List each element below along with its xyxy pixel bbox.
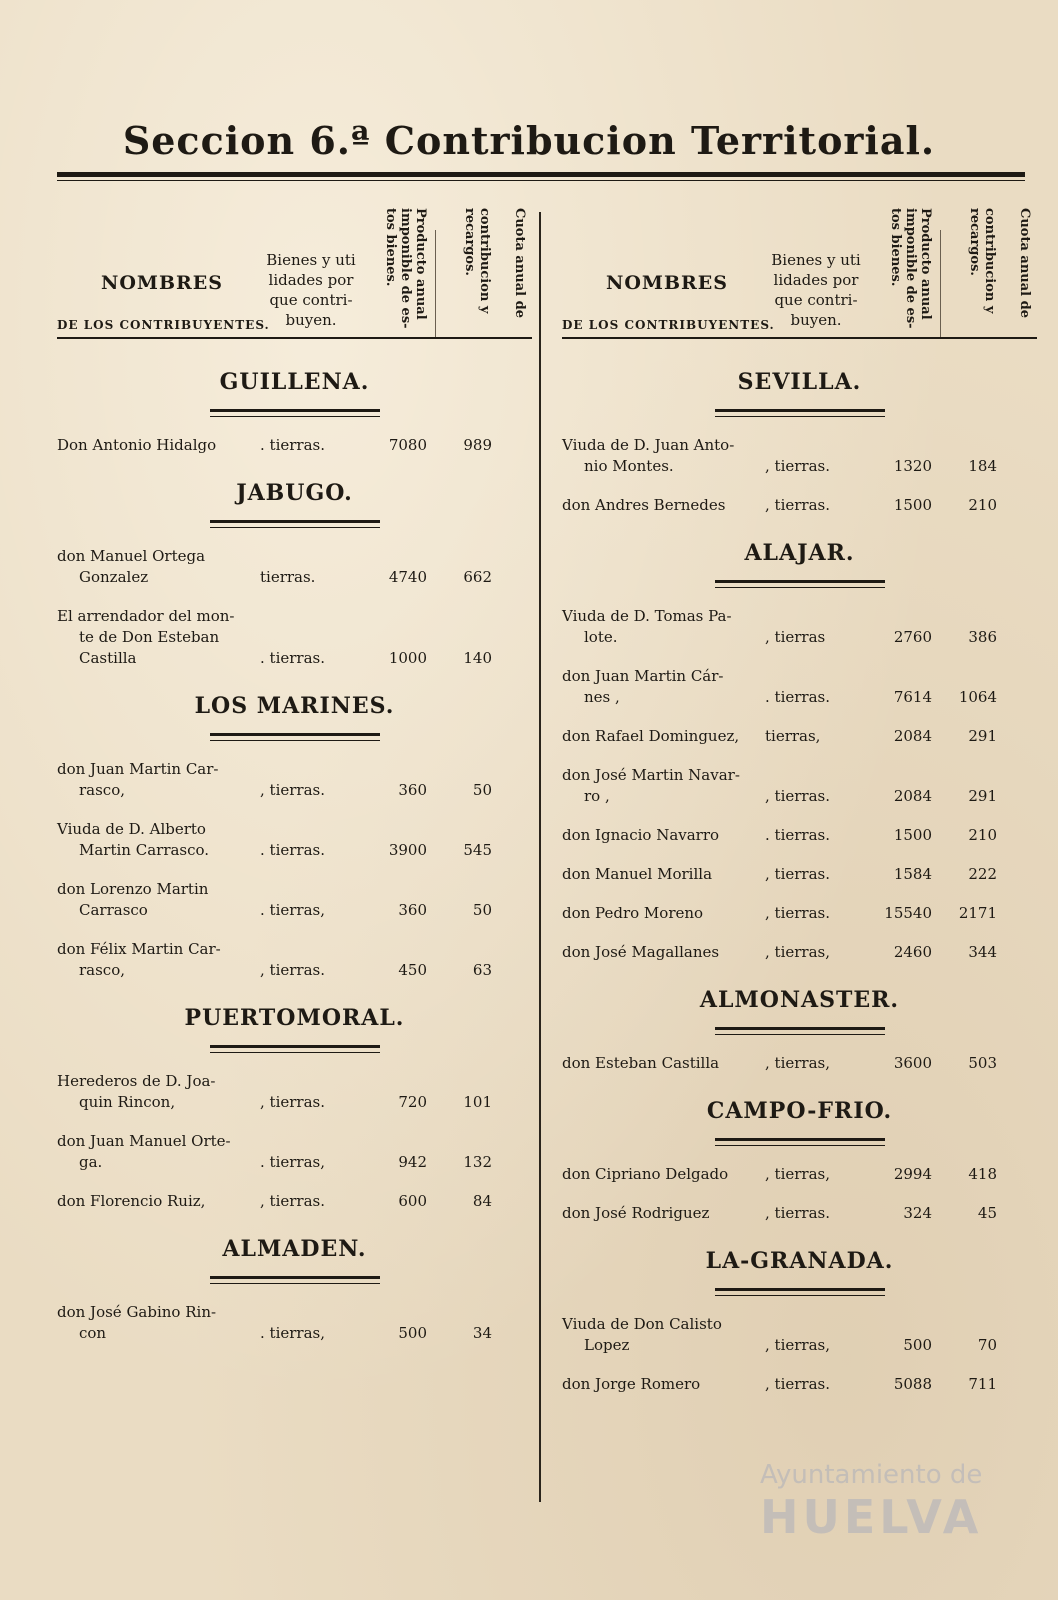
contributor-name — [57, 606, 253, 669]
town-heading: CAMPO-FRIO. — [706, 1098, 893, 1124]
contributor-name — [562, 666, 758, 708]
producto-value: 2760 — [893, 628, 932, 646]
producto-value: 2084 — [893, 787, 932, 805]
bienes-value: , tierras, — [765, 943, 830, 961]
contributor-name-line1: don Manuel Ortega — [57, 547, 206, 565]
contributor-name-line1: don Juan Manuel Orte- — [57, 1132, 231, 1150]
contributor-entry — [57, 546, 532, 588]
contributor-entry — [562, 1053, 1037, 1074]
header-bienes: Bienes y uti lidades por que contri- buyen. — [771, 251, 861, 329]
producto-value: 1584 — [893, 865, 932, 883]
header-de-los-contribuyentes: DE LOS CONTRIBUYENTES. — [57, 318, 270, 332]
contributor-name-line1: Viuda de D. Alberto — [57, 820, 206, 838]
contributor-name-line2: Carrasco — [79, 901, 148, 919]
contributor-entry — [562, 942, 1037, 963]
contributor-name-line1: don José Martin Navar- — [562, 766, 740, 784]
watermark-line1: Ayuntamiento de — [760, 1460, 983, 1490]
header-recargos: contribucion y recargos. — [462, 208, 492, 314]
contributor-name — [562, 495, 758, 516]
page-title: Seccion 6.ª Contribucion Territorial. — [122, 118, 936, 163]
contributor-entry — [57, 939, 532, 981]
cuota-value: 1064 — [958, 688, 997, 706]
bienes-value: tierras, — [765, 727, 821, 745]
cuota-value: 418 — [968, 1165, 997, 1183]
contributor-name — [57, 819, 253, 861]
cuota-value: 70 — [977, 1336, 997, 1354]
header-producto: Producto anual imponible de es- tos bienes. — [383, 208, 428, 329]
contributor-name-line1: Viuda de D. Tomas Pa- — [562, 607, 732, 625]
producto-value: 360 — [398, 901, 427, 919]
contributor-name-line3: Castilla — [79, 649, 137, 667]
contributor-entry — [562, 1374, 1037, 1395]
contributor-name — [562, 606, 758, 648]
town-heading: PUERTOMORAL. — [184, 1005, 405, 1031]
title-rule-thin — [57, 180, 1025, 181]
contributor-name-line2: quin Rincon, — [79, 1093, 176, 1111]
contributor-name-line2: rasco, — [79, 781, 126, 799]
bienes-value: , tierras. — [765, 496, 830, 514]
cuota-value: 989 — [463, 436, 492, 454]
contributor-name-line2: Lopez — [584, 1336, 630, 1354]
header-recargos: contribucion y recargos. — [967, 208, 997, 314]
producto-value: 324 — [903, 1204, 932, 1222]
contributor-name — [57, 1302, 253, 1344]
contributor-name-line1: Viuda de Don Calisto — [562, 1315, 722, 1333]
contributor-name-line2: ro , — [584, 787, 610, 805]
bienes-value: , tierras. — [765, 1375, 830, 1393]
contributor-entry — [562, 864, 1037, 885]
contributor-entry — [57, 1131, 532, 1173]
producto-value: 2084 — [893, 727, 932, 745]
contributor-name-line1: don Ignacio Navarro — [562, 826, 720, 844]
bienes-value: , tierras. — [260, 1093, 325, 1111]
bienes-value: . tierras. — [260, 436, 325, 454]
producto-value: 2460 — [893, 943, 932, 961]
cuota-value: 222 — [968, 865, 997, 883]
contributor-name — [57, 1131, 253, 1173]
bienes-value: , tierras. — [765, 457, 830, 475]
bienes-value: , tierras, — [765, 1165, 830, 1183]
contributor-name-line2: lote. — [584, 628, 618, 646]
bienes-value: , tierras, — [765, 1054, 830, 1072]
bienes-value: . tierras, — [260, 1324, 325, 1342]
town-heading: ALMADEN. — [222, 1236, 367, 1262]
contributor-entry — [562, 495, 1037, 516]
contributor-entry — [562, 666, 1037, 708]
cuota-value: 2171 — [958, 904, 997, 922]
contributor-name-line1: don José Gabino Rin- — [57, 1303, 217, 1321]
contributor-name-line1: don Manuel Morilla — [562, 865, 713, 883]
cuota-value: 662 — [463, 568, 492, 586]
town-heading: LOS MARINES. — [194, 693, 395, 719]
contributor-entry — [562, 1203, 1037, 1224]
producto-value: 942 — [398, 1153, 427, 1171]
bienes-value: . tierras, — [260, 901, 325, 919]
cuota-value: 210 — [968, 496, 997, 514]
town-rule — [715, 1288, 885, 1296]
contributor-name — [57, 435, 253, 456]
contributor-name-line1: don Pedro Moreno — [562, 904, 704, 922]
town-rule — [715, 1027, 885, 1035]
header-de-los-contribuyentes: DE LOS CONTRIBUYENTES. — [562, 318, 775, 332]
contributor-name-line1: don Esteban Castilla — [562, 1054, 720, 1072]
cuota-value: 140 — [463, 649, 492, 667]
contributor-name — [562, 1053, 758, 1074]
bienes-value: , tierras. — [765, 787, 830, 805]
column-divider — [539, 212, 541, 1502]
bienes-value: , tierras, — [765, 1336, 830, 1354]
header-nombres: NOMBRES — [606, 272, 729, 294]
contributor-entry — [562, 726, 1037, 747]
watermark-logo — [760, 1460, 1030, 1580]
producto-value: 360 — [398, 781, 427, 799]
cuota-value: 132 — [463, 1153, 492, 1171]
contributor-entry — [562, 825, 1037, 846]
cuota-value: 84 — [472, 1192, 492, 1210]
contributor-name — [57, 546, 253, 588]
contributor-name-line1: don Andres Bernedes — [562, 496, 726, 514]
cuota-value: 184 — [968, 457, 997, 475]
bienes-value: . tierras. — [765, 826, 830, 844]
contributor-entry — [57, 435, 532, 456]
contributor-name — [57, 759, 253, 801]
bienes-value: . tierras. — [765, 688, 830, 706]
town-rule — [210, 409, 380, 417]
cuota-value: 291 — [968, 787, 997, 805]
contributor-name — [562, 765, 758, 807]
producto-value: 500 — [903, 1336, 932, 1354]
cuota-value: 210 — [968, 826, 997, 844]
bienes-value: , tierras. — [765, 904, 830, 922]
contributor-name-line1: don José Rodriguez — [562, 1204, 710, 1222]
town-heading: JABUGO. — [236, 480, 353, 506]
right-sections — [562, 369, 1037, 1395]
town-rule — [715, 1138, 885, 1146]
contributor-entry — [57, 1071, 532, 1113]
contributor-name-line1: don Lorenzo Martin — [57, 880, 209, 898]
producto-value: 450 — [398, 961, 427, 979]
producto-value: 2994 — [893, 1165, 932, 1183]
producto-value: 720 — [398, 1093, 427, 1111]
contributor-name-line1: Don Antonio Hidalgo — [57, 436, 217, 454]
contributor-name-line1: don Rafael Dominguez, — [562, 727, 740, 745]
header-cuota: Cuota anual de — [512, 208, 527, 318]
contributor-name — [562, 903, 758, 924]
contributor-entry — [57, 759, 532, 801]
title-rule-thick — [57, 172, 1025, 177]
producto-value: 5088 — [893, 1375, 932, 1393]
cuota-value: 711 — [968, 1375, 997, 1393]
producto-value: 7080 — [388, 436, 427, 454]
bienes-value: tierras. — [260, 568, 316, 586]
town-heading: ALAJAR. — [744, 540, 855, 566]
header-rule — [57, 337, 532, 339]
town-rule — [210, 520, 380, 528]
contributor-name — [562, 825, 758, 846]
contributor-name-line2: nio Montes. — [584, 457, 674, 475]
contributor-entry — [57, 879, 532, 921]
bienes-value: , tierras. — [260, 781, 325, 799]
bienes-value: . tierras, — [260, 1153, 325, 1171]
left-table-header — [57, 190, 532, 345]
contributor-name — [57, 939, 253, 981]
bienes-value: . tierras. — [260, 841, 325, 859]
bienes-value: , tierras. — [260, 1192, 325, 1210]
contributor-name-line1: don Juan Martin Car- — [57, 760, 219, 778]
cuota-value: 503 — [968, 1054, 997, 1072]
cuota-value: 45 — [977, 1204, 997, 1222]
contributor-name-line1: don Jorge Romero — [562, 1375, 701, 1393]
contributor-name-line1: Herederos de D. Joa- — [57, 1072, 216, 1090]
contributor-name — [562, 942, 758, 963]
producto-value: 3600 — [893, 1054, 932, 1072]
contributor-entry — [562, 903, 1037, 924]
producto-value: 600 — [398, 1192, 427, 1210]
contributor-name — [562, 864, 758, 885]
header-separator — [940, 230, 941, 338]
contributor-entry — [57, 819, 532, 861]
contributor-name-line1: El arrendador del mon- — [57, 607, 235, 625]
header-producto: Producto anual imponible de es- tos bienes. — [888, 208, 933, 329]
cuota-value: 34 — [472, 1324, 492, 1342]
producto-value: 1500 — [893, 496, 932, 514]
left-column — [57, 190, 532, 1510]
cuota-value: 101 — [463, 1093, 492, 1111]
contributor-name-line1: don Félix Martin Car- — [57, 940, 221, 958]
header-nombres: NOMBRES — [101, 272, 224, 294]
town-rule — [210, 733, 380, 741]
town-rule — [210, 1045, 380, 1053]
contributor-name — [562, 1314, 758, 1356]
town-rule — [715, 409, 885, 417]
bienes-value: , tierras. — [765, 1204, 830, 1222]
contributor-name-line2: Gonzalez — [79, 568, 149, 586]
contributor-entry — [57, 1191, 532, 1212]
bienes-value: , tierras. — [765, 865, 830, 883]
cuota-value: 291 — [968, 727, 997, 745]
producto-value: 4740 — [388, 568, 427, 586]
watermark-line2: HUELVA — [760, 1490, 983, 1544]
producto-value: 1320 — [893, 457, 932, 475]
left-sections — [57, 369, 532, 1344]
producto-value: 1500 — [893, 826, 932, 844]
cuota-value: 50 — [472, 781, 492, 799]
right-column — [562, 190, 1037, 1510]
contributor-name — [562, 1203, 758, 1224]
header-rule — [562, 337, 1037, 339]
contributor-name-line1: don Cipriano Delgado — [562, 1165, 729, 1183]
contributor-name — [562, 726, 758, 747]
cuota-value: 386 — [968, 628, 997, 646]
contributor-name — [562, 435, 758, 477]
contributor-name-line1: don Juan Martin Cár- — [562, 667, 724, 685]
town-rule — [715, 580, 885, 588]
town-heading: LA-GRANADA. — [705, 1248, 894, 1274]
contributor-entry — [562, 765, 1037, 807]
producto-value: 500 — [398, 1324, 427, 1342]
cuota-value: 50 — [472, 901, 492, 919]
producto-value: 15540 — [884, 904, 932, 922]
bienes-value: , tierras. — [260, 961, 325, 979]
producto-value: 7614 — [893, 688, 932, 706]
contributor-name-line2: ga. — [79, 1153, 103, 1171]
right-table-header — [562, 190, 1037, 345]
contributor-name — [57, 1071, 253, 1113]
contributor-entry — [57, 606, 532, 669]
bienes-value: . tierras. — [260, 649, 325, 667]
town-rule — [210, 1276, 380, 1284]
contributor-entry — [562, 1164, 1037, 1185]
town-heading: SEVILLA. — [737, 369, 862, 395]
contributor-name-line1: don José Magallanes — [562, 943, 720, 961]
contributor-entry — [562, 435, 1037, 477]
producto-value: 1000 — [388, 649, 427, 667]
header-cuota: Cuota anual de — [1017, 208, 1032, 318]
contributor-name-line2: nes , — [584, 688, 620, 706]
contributor-name — [562, 1164, 758, 1185]
contributor-name-line2: te de Don Esteban — [79, 628, 220, 646]
cuota-value: 63 — [472, 961, 492, 979]
contributor-entry — [57, 1302, 532, 1344]
contributor-entry — [562, 606, 1037, 648]
contributor-name-line2: rasco, — [79, 961, 126, 979]
header-bienes: Bienes y uti lidades por que contri- buyen. — [266, 251, 356, 329]
bienes-value: , tierras — [765, 628, 826, 646]
contributor-entry — [562, 1314, 1037, 1356]
producto-value: 3900 — [388, 841, 427, 859]
contributor-name-line1: don Florencio Ruiz, — [57, 1192, 206, 1210]
contributor-name-line2: con — [79, 1324, 107, 1342]
cuota-value: 344 — [968, 943, 997, 961]
cuota-value: 545 — [463, 841, 492, 859]
town-heading: ALMONASTER. — [699, 987, 900, 1013]
town-heading: GUILLENA. — [219, 369, 370, 395]
header-separator — [435, 230, 436, 338]
contributor-name — [562, 1374, 758, 1395]
contributor-name — [57, 879, 253, 921]
contributor-name-line2: Martin Carrasco. — [79, 841, 210, 859]
contributor-name-line1: Viuda de D. Juan Anto- — [562, 436, 735, 454]
contributor-name — [57, 1191, 253, 1212]
